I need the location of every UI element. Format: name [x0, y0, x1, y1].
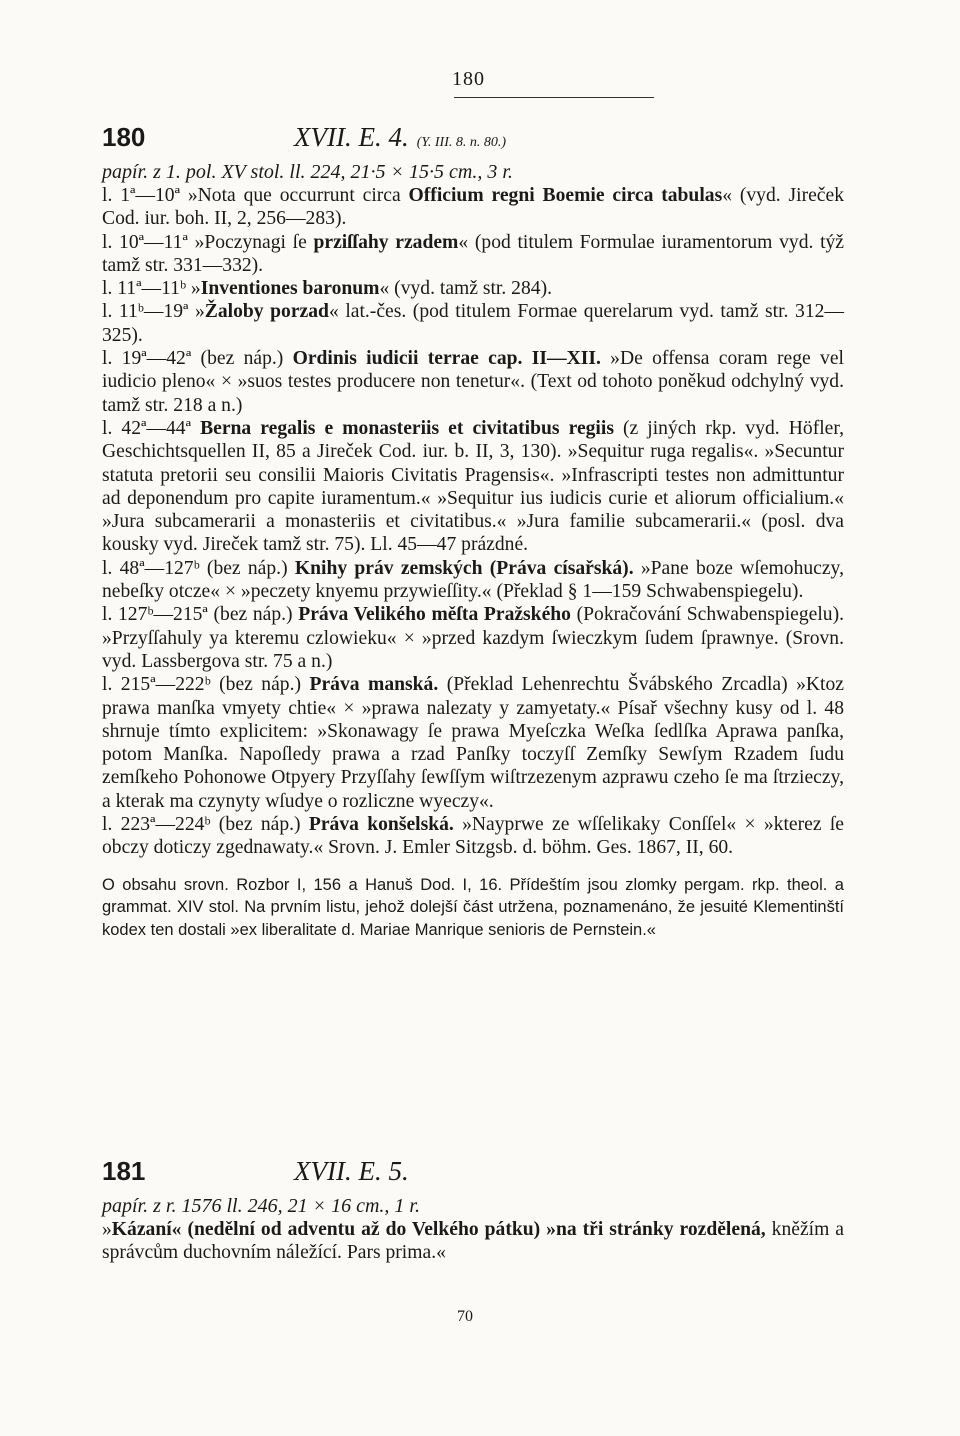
item-text: « lat.-čes. (pod titulem Formae querelarum vyd. tamž str. 312—325).	[102, 301, 845, 346]
item-prefix: l. 223ª—224ᵇ (bez náp.)	[102, 814, 309, 836]
item-title: Berna regalis e monasteriis et civitatibus regiis	[200, 417, 614, 439]
entry-item	[102, 184, 844, 231]
item-title: Knihy práv zemských (Práva císařská).	[294, 557, 634, 579]
item-prefix: »	[102, 1219, 112, 1240]
item-text: »Nayprwe ze wſſelikaky Conſſel« × »kterez ſe obczy doticzy zgednawaty.« Srovn. J. Emler Sitzgsb. d. böhm. Ges. 1867, II, 60.	[102, 814, 844, 859]
entry-item	[102, 673, 844, 813]
entry-description: papír. z 1. pol. XV stol. ll. 224, 21·5 × 15·5 cm., 3 r.	[102, 161, 513, 183]
entry-item	[102, 277, 844, 300]
item-title: Práva konšelská.	[308, 814, 454, 836]
entry-item	[102, 603, 844, 673]
item-title: Ordinis iudicii terrae cap. II—XII.	[292, 348, 601, 370]
item-prefix: l. 10ª—11ª »Poczynagi ſe	[102, 231, 314, 253]
item-text: (z jiných rkp. vyd. Höfler, Geschichtsquellen II, 85 a Jireček Cod. iur. b. II, 3, 130). »Sequitur ruga regalis«. »Secuntur statuta pretorii seu consilii Maioris Civitatis Pragensis«. »Infrascripti testes non admittuntur ad deponendum pro capite iuramentum.« »Sequitur ius iudicis curie et aliorum officialium.« »Jura subcamerarii a monasteriis et civitatibus.« »Jura familie subcamerarii.« (posl. dva kousky vyd. Jireček tamž str. 75). Ll. 45—47 prázdné.	[102, 417, 845, 556]
entry-header	[102, 1156, 844, 1187]
item-text: (Pokračování Schwabenspiegelu). »Przyſſahuly ya kteremu czlowieku« × »przed kazdym ſwieczkym ſudem ſprawnye. (Srovn. vyd. Lassbergova str. 75 a n.)	[102, 604, 845, 672]
item-text: »De offensa coram rege vel iudicio pleno« × »suos testes producere non tenetur«. (Text od tohoto poněkud odchylný vyd. tamž str. 218 a n.)	[102, 348, 844, 416]
item-prefix: l. 11ª—11ᵇ »	[102, 278, 201, 300]
item-title: Inventiones baronum	[200, 278, 380, 300]
entry-item	[102, 417, 844, 557]
item-title: Officium regni Boemie circa tabulas	[408, 185, 723, 206]
item-text: (Překlad Lehenrechtu Švábského Zrcadla) »Ktoz prawa manſka vmyety chtie« × »prawa nalezaty y zamyetaty.« Písař všechny kusy od l. 48 shrnuje tímto explicitem: »Skonawagy ſe prawa Myeſczka Weſka ſedlſka Aprawa panſka, potom Manſka. Napoſledy prawa a rzad Panſky toczyſſ Zemſky Sewſym Rzadem ſudu zemſkeho Pohonowe Otpyery Przyſſahy ſewſſym wiſtrzezenym azprawu czeho ſe ma ſtrzieczy, a kterak ma czynyty wſudye o rozliczne wyeczy«.	[102, 674, 844, 812]
item-title: Práva Velikého měſta Pražského	[298, 604, 571, 626]
running-head-rule	[454, 97, 654, 98]
item-title: Práva manská.	[309, 674, 439, 696]
item-text: kněžím a správcům duchovním náležící. Pars prima.«	[102, 1219, 845, 1264]
signature-text: XVII. E. 5.	[294, 1156, 409, 1186]
entry-number: 181	[102, 1156, 146, 1186]
item-title: Kázaní« (nedělní od adventu až do Velkého pátku) »na tři stránky rozdělená,	[111, 1219, 766, 1240]
entry-180	[102, 122, 844, 941]
item-text: « (vyd. tamž str. 284).	[379, 278, 552, 300]
item-prefix: l. 1ª—10ª »Nota que occurrunt circa	[102, 185, 409, 206]
entry-181	[102, 1156, 844, 1265]
entry-item	[102, 557, 844, 604]
item-prefix: l. 42ª—44ª	[102, 417, 201, 439]
entry-item	[102, 813, 844, 860]
entry-item	[102, 347, 844, 417]
running-head: 180	[452, 68, 485, 90]
entry-items	[102, 1218, 844, 1265]
page-number: 70	[457, 1308, 473, 1325]
entry-number: 180	[102, 122, 146, 152]
item-text: »Pane boze wſemohuczy, nebeſky otcze« × »peczety knyemu przywieſſity.« (Překlad § 1—159 Schwabenspiegelu).	[102, 557, 844, 603]
old-signature: (Y. III. 8. n. 80.)	[416, 135, 507, 150]
entry-note: O obsahu srovn. Rozbor I, 156 a Hanuš Dod. I, 16. Přídeštím jsou zlomky pergam. rkp. theol. a grammat. XIV stol. Na prvním listu, jehož dolejší část utržena, poznamenáno, že jesuité Klementinští kodex ten dostali »ex liberalitate d. Mariae Manrique senioris de Pernstein.«	[102, 875, 844, 939]
item-text: « (vyd. Jireček Cod. iur. boh. II, 2, 256—283).	[102, 185, 844, 230]
entry-item	[102, 1218, 844, 1265]
item-title: Žaloby porzad	[204, 301, 329, 323]
entry-header	[102, 122, 844, 153]
entry-item	[102, 300, 844, 347]
entry-description: papír. z r. 1576 ll. 246, 21 × 16 cm., 1 r.	[102, 1195, 420, 1217]
item-prefix: l. 127ᵇ—215ª (bez náp.)	[102, 604, 299, 626]
item-title: prziſſahy rzadem	[313, 231, 459, 253]
item-text: « (pod titulem Formulae iuramentorum vyd. týž tamž str. 331—332).	[102, 231, 845, 276]
entry-items	[102, 184, 844, 860]
item-prefix: l. 48ª—127ᵇ (bez náp.)	[102, 557, 295, 579]
item-prefix: l. 11ᵇ—19ª »	[102, 301, 205, 323]
entry-signature	[294, 122, 506, 153]
item-prefix: l. 215ª—222ᵇ (bez náp.)	[102, 674, 310, 696]
item-prefix: l. 19ª—42ª (bez náp.)	[102, 348, 293, 370]
entry-signature	[294, 1156, 409, 1187]
signature-text: XVII. E. 4.	[294, 122, 409, 152]
entry-item	[102, 231, 844, 278]
document-page	[102, 0, 844, 1436]
